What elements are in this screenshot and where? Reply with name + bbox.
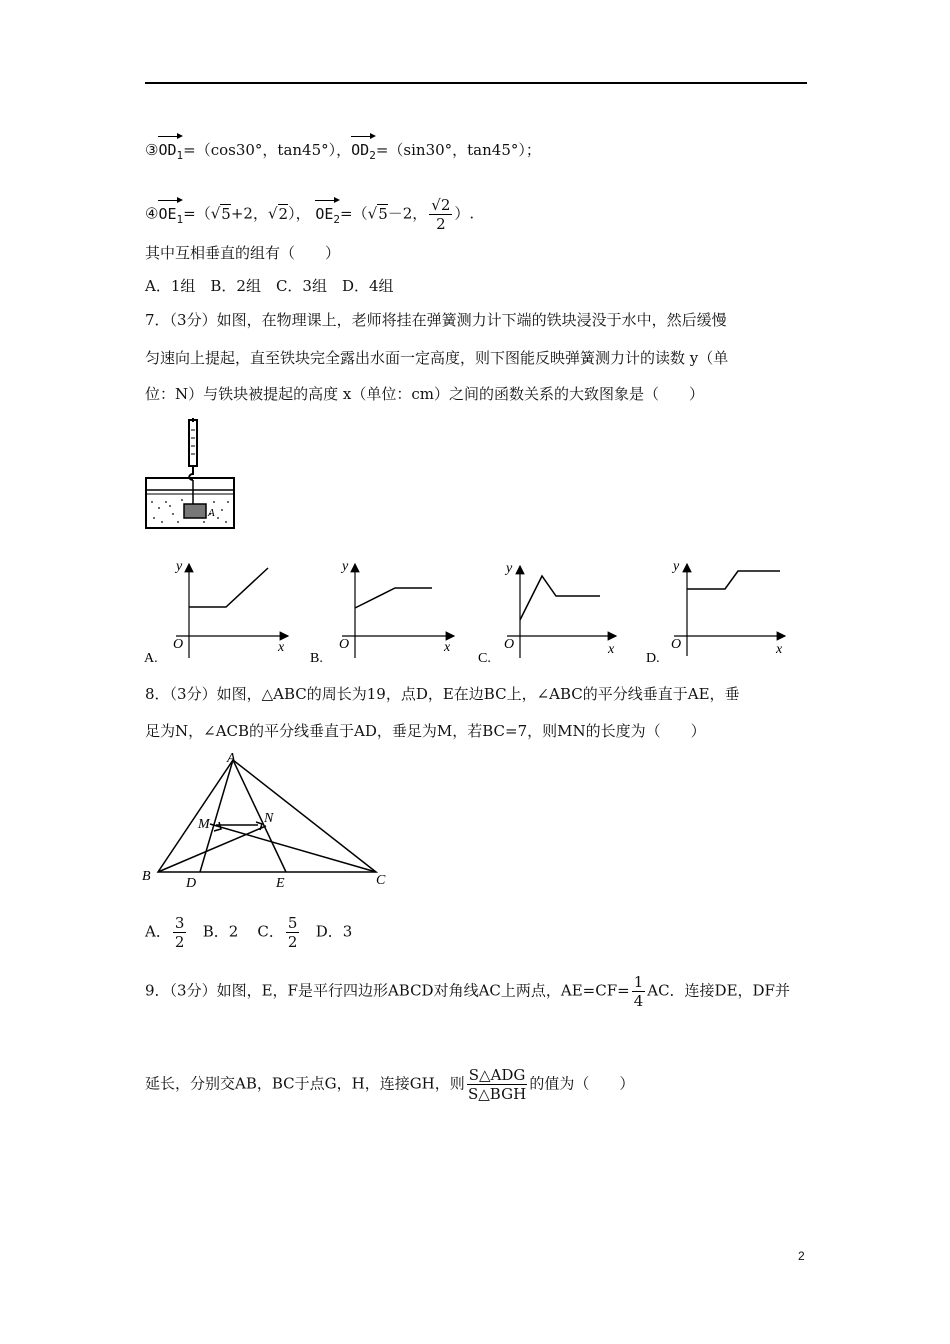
bisector-c: [210, 824, 376, 872]
q7-graph-options: [140, 556, 810, 666]
svg-text:O: O: [504, 637, 515, 652]
item-4-line: $④OE_1=(√5+2$，√2）， $OE_2=(√5-2$， $\frac{√2}{2}$ ）.: [145, 196, 475, 233]
svg-text:x: x: [776, 642, 783, 657]
fraction-quarter: $\frac{1}{4}$: [633, 973, 644, 1010]
vector-od2: $OD_2$: [351, 140, 376, 166]
iron-block-label: A: [208, 507, 215, 519]
svg-text:y: y: [176, 559, 183, 574]
area-ratio-fraction: $\frac{\text{S△ADG}}{\text{S△BGH}}$: [468, 1066, 527, 1103]
iron-block: [184, 504, 206, 518]
question-6-prompt: 其中互相垂直的组有（ ）: [145, 244, 341, 262]
svg-text:x: x: [278, 640, 285, 655]
item-3-marker: ③: [145, 141, 159, 159]
sqrt-5: 5: [221, 204, 231, 223]
graph-d-label: D.: [646, 651, 660, 666]
svg-text:O: O: [173, 637, 184, 652]
spring-scale-figure: [144, 418, 238, 530]
question-7-line-2: 匀速向上提起，直至铁块完全露出水面一定高度，则下图能反映弹簧测力计的读数 y（单: [145, 349, 729, 367]
question-8-line-1: 8．（3分）如图，△ABC的周长为19，点D，E在边BC上，∠ABC的平分线垂直于AE，垂: [145, 685, 740, 703]
svg-text:O: O: [671, 637, 682, 652]
svg-text:y: y: [506, 561, 513, 576]
water-tank: [146, 478, 234, 528]
question-6-options: A．1组 B．2组 C．3组 D．4组: [145, 277, 394, 295]
triangle-figure: [140, 748, 396, 892]
graph-c: [478, 561, 616, 666]
svg-text:y: y: [342, 559, 349, 574]
sqrt-5-second: 5: [378, 204, 388, 223]
question-8-options: A． $\frac{3}{2}$ B．2 C． $\frac{5}{2}$ D．3: [145, 914, 353, 951]
option-c-fraction: $\frac{5}{2}$: [287, 914, 298, 951]
graph-b: [310, 559, 454, 666]
segment-ae: [233, 760, 286, 872]
label-n: N: [264, 811, 274, 826]
graph-a: [144, 559, 288, 666]
vector-od1: $OD_1$: [158, 140, 183, 166]
question-7-line-1: 7．（3分）如图，在物理课上，老师将挂在弹簧测力计下端的铁块浸没于水中，然后缓慢: [145, 311, 727, 329]
segment-ad: [200, 760, 233, 872]
label-d: D: [186, 876, 197, 891]
question-7-line-3: 位：N）与铁块被提起的高度 x（单位：cm）之间的函数关系的大致图象是（ ）: [145, 385, 704, 403]
sqrt-2: 2: [278, 204, 289, 223]
od2-value: =（sin30°，tan45°）；: [375, 141, 541, 159]
graph-b-label: B.: [310, 651, 323, 666]
fraction-root2-over-2: $\frac{√2}{2}$: [431, 196, 451, 233]
question-8-line-2: 足为N，∠ACB的平分线垂直于AD，垂足为M，若BC=7，则MN的长度为（ ）: [145, 722, 706, 740]
od1-value: =（cos30°，tan45°），: [183, 141, 352, 159]
graph-c-label: C.: [478, 651, 491, 666]
graph-d: [646, 559, 785, 666]
page-number: 2: [798, 1249, 805, 1263]
option-a-fraction: $\frac{3}{2}$: [174, 914, 185, 951]
spring-scale-body: [189, 420, 197, 466]
svg-text:O: O: [339, 637, 350, 652]
label-e: E: [276, 876, 285, 891]
item-4-marker: ④: [145, 204, 159, 223]
svg-text:x: x: [608, 642, 615, 657]
item-3-line: [145, 140, 541, 166]
label-a: A: [227, 751, 236, 766]
svg-text:y: y: [673, 559, 680, 574]
label-m: M: [198, 817, 210, 832]
label-b: B: [142, 869, 151, 884]
vector-oe2: $OE_2$: [315, 204, 340, 230]
svg-text:x: x: [444, 640, 451, 655]
vector-oe1: $OE_1$: [158, 204, 183, 230]
question-9-line-1: 9．（3分）如图，E，F是平行四边形ABCD对角线AC上两点，AE=CF= $\frac{1}{4}$ AC．连接DE，DF并: [145, 973, 790, 1010]
header-rule: [145, 82, 807, 84]
question-9-line-2: 延长，分别交AB，BC于点G，H，连接GH，则 $\frac{\text{S△ADG}}{\text{S△BGH}}$ 的值为（ ）: [145, 1066, 635, 1103]
label-c: C: [376, 873, 386, 888]
graph-a-label: A.: [144, 651, 158, 666]
